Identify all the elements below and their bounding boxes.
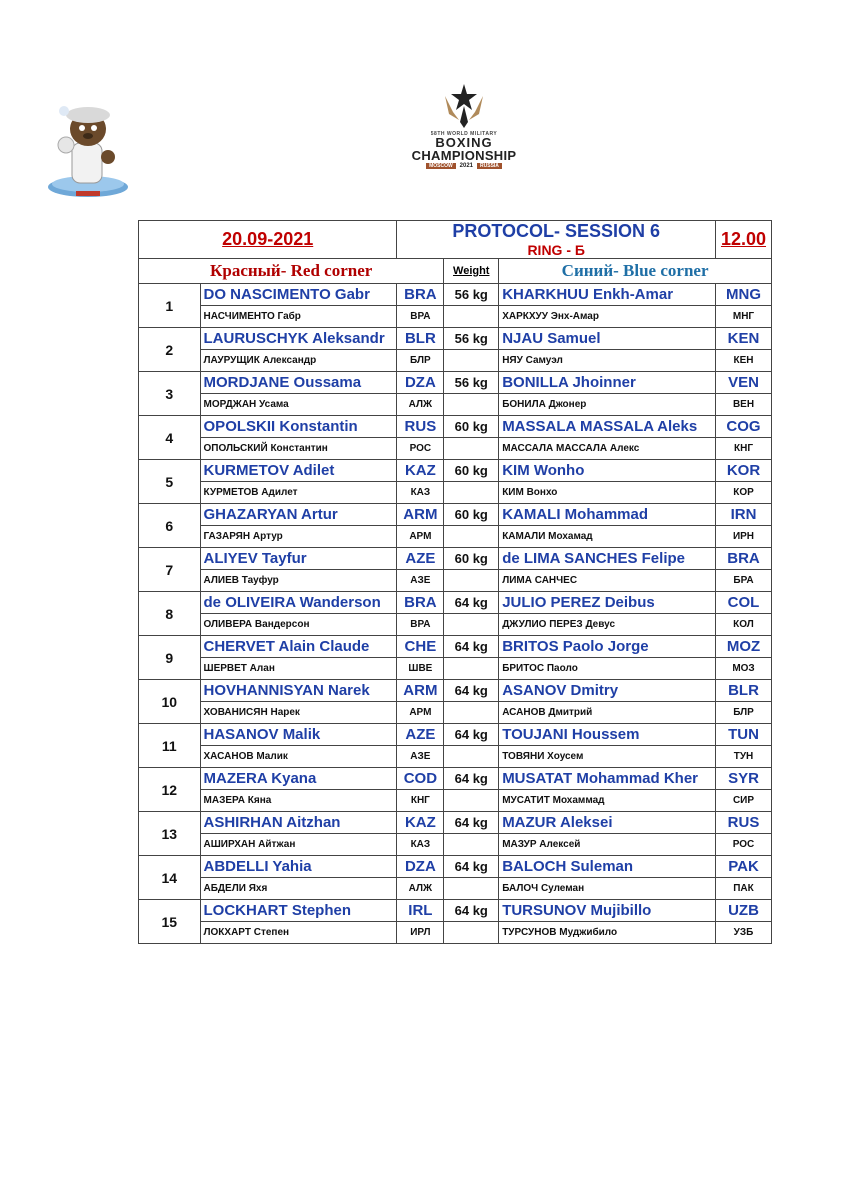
bout-number: 2 bbox=[139, 328, 201, 372]
bout-row bbox=[139, 548, 772, 570]
blue-country-code-ru: ПАК bbox=[716, 878, 772, 900]
blue-country-code: RUS bbox=[716, 812, 772, 834]
bout-number: 3 bbox=[139, 372, 201, 416]
blue-country-code: KOR bbox=[716, 460, 772, 482]
blue-boxer-name: KHARKHUU Enkh-Amar bbox=[499, 284, 716, 306]
bout-number: 4 bbox=[139, 416, 201, 460]
bout-row bbox=[139, 856, 772, 878]
weight-class: 60 kg bbox=[444, 504, 499, 526]
blue-boxer-name: NJAU Samuel bbox=[499, 328, 716, 350]
red-boxer-name: GHAZARYAN Artur bbox=[200, 504, 397, 526]
red-country-code: KAZ bbox=[397, 460, 444, 482]
bout-number: 11 bbox=[139, 724, 201, 768]
blue-country-code: MNG bbox=[716, 284, 772, 306]
bout-row bbox=[139, 372, 772, 394]
bout-number: 15 bbox=[139, 900, 201, 944]
blue-country-code: COL bbox=[716, 592, 772, 614]
blue-boxer-name-ru: МАССАЛА МАССАЛА Алекс bbox=[499, 438, 716, 460]
blue-boxer-name-ru: БАЛОЧ Сулеман bbox=[499, 878, 716, 900]
logo-year: 2021 bbox=[459, 163, 474, 169]
weight-blank bbox=[444, 526, 499, 548]
blue-boxer-name: BALOCH Suleman bbox=[499, 856, 716, 878]
bout-row-russian bbox=[139, 790, 772, 812]
weight-class: 64 kg bbox=[444, 900, 499, 922]
red-boxer-name: HASANOV Malik bbox=[200, 724, 397, 746]
bout-row-russian bbox=[139, 350, 772, 372]
logo-city: MOSCOW bbox=[426, 163, 456, 169]
blue-boxer-name-ru: КИМ Вонхо bbox=[499, 482, 716, 504]
weight-class: 60 kg bbox=[444, 548, 499, 570]
red-country-code-ru: ВРА bbox=[397, 306, 444, 328]
red-boxer-name-ru: АБДЕЛИ Яхя bbox=[200, 878, 397, 900]
red-boxer-name: OPOLSKII Konstantin bbox=[200, 416, 397, 438]
red-country-code-ru: КНГ bbox=[397, 790, 444, 812]
red-boxer-name-ru: ЛАУРУЩИК Александр bbox=[200, 350, 397, 372]
blue-country-code-ru: СИР bbox=[716, 790, 772, 812]
red-boxer-name: ASHIRHAN Aitzhan bbox=[200, 812, 397, 834]
red-boxer-name: MAZERA Kyana bbox=[200, 768, 397, 790]
blue-boxer-name: ASANOV Dmitry bbox=[499, 680, 716, 702]
red-boxer-name-ru: НАСЧИМЕНТО Габр bbox=[200, 306, 397, 328]
red-boxer-name-ru: ОЛИВЕРА Вандерсон bbox=[200, 614, 397, 636]
blue-country-code-ru: ВЕН bbox=[716, 394, 772, 416]
protocol-table bbox=[138, 220, 772, 944]
bout-row bbox=[139, 812, 772, 834]
weight-blank bbox=[444, 746, 499, 768]
bout-row-russian bbox=[139, 306, 772, 328]
bout-row bbox=[139, 460, 772, 482]
star-emblem-icon bbox=[439, 82, 489, 130]
blue-country-code: COG bbox=[716, 416, 772, 438]
blue-corner-header: Синий- Blue corner bbox=[499, 259, 772, 284]
red-country-code-ru: ИРЛ bbox=[397, 922, 444, 944]
weight-blank bbox=[444, 482, 499, 504]
session-date: 20.09-2021 bbox=[139, 221, 397, 259]
red-boxer-name: ALIYEV Tayfur bbox=[200, 548, 397, 570]
red-country-code: BRA bbox=[397, 592, 444, 614]
blue-boxer-name: KIM Wonho bbox=[499, 460, 716, 482]
red-country-code: CHE bbox=[397, 636, 444, 658]
red-boxer-name: MORDJANE Oussama bbox=[200, 372, 397, 394]
blue-country-code: BLR bbox=[716, 680, 772, 702]
championship-logo bbox=[390, 82, 538, 182]
red-country-code-ru: АЛЖ bbox=[397, 394, 444, 416]
blue-country-code: PAK bbox=[716, 856, 772, 878]
blue-boxer-name: JULIO PEREZ Deibus bbox=[499, 592, 716, 614]
bout-row-russian bbox=[139, 614, 772, 636]
blue-boxer-name: TOUJANI Houssem bbox=[499, 724, 716, 746]
red-country-code: AZE bbox=[397, 548, 444, 570]
red-boxer-name-ru: ОПОЛЬСКИЙ Константин bbox=[200, 438, 397, 460]
blue-country-code-ru: МОЗ bbox=[716, 658, 772, 680]
weight-blank bbox=[444, 570, 499, 592]
red-country-code: DZA bbox=[397, 372, 444, 394]
blue-country-code-ru: ТУН bbox=[716, 746, 772, 768]
weight-blank bbox=[444, 702, 499, 724]
bout-row bbox=[139, 328, 772, 350]
weight-blank bbox=[444, 438, 499, 460]
blue-country-code: KEN bbox=[716, 328, 772, 350]
bout-number: 7 bbox=[139, 548, 201, 592]
bout-number: 8 bbox=[139, 592, 201, 636]
blue-country-code: SYR bbox=[716, 768, 772, 790]
bout-number: 5 bbox=[139, 460, 201, 504]
red-country-code: IRL bbox=[397, 900, 444, 922]
weight-class: 56 kg bbox=[444, 284, 499, 306]
red-country-code: ARM bbox=[397, 504, 444, 526]
blue-boxer-name-ru: БРИТОС Паоло bbox=[499, 658, 716, 680]
blue-boxer-name: de LIMA SANCHES Felipe bbox=[499, 548, 716, 570]
red-country-code: RUS bbox=[397, 416, 444, 438]
red-boxer-name: de OLIVEIRA Wanderson bbox=[200, 592, 397, 614]
bout-number: 6 bbox=[139, 504, 201, 548]
bout-row bbox=[139, 284, 772, 306]
red-country-code: BLR bbox=[397, 328, 444, 350]
weight-blank bbox=[444, 878, 499, 900]
bout-row bbox=[139, 768, 772, 790]
bout-row-russian bbox=[139, 438, 772, 460]
weight-blank bbox=[444, 350, 499, 372]
blue-boxer-name-ru: ХАРКХУУ Энх-Амар bbox=[499, 306, 716, 328]
blue-boxer-name-ru: АСАНОВ Дмитрий bbox=[499, 702, 716, 724]
blue-country-code: TUN bbox=[716, 724, 772, 746]
red-corner-header: Красный- Red corner bbox=[139, 259, 444, 284]
red-country-code-ru: КАЗ bbox=[397, 834, 444, 856]
weight-class: 64 kg bbox=[444, 680, 499, 702]
red-boxer-name: HOVHANNISYAN Narek bbox=[200, 680, 397, 702]
weight-class: 60 kg bbox=[444, 460, 499, 482]
red-country-code: AZE bbox=[397, 724, 444, 746]
bout-row bbox=[139, 592, 772, 614]
weight-header: Weight bbox=[444, 259, 499, 284]
header-row bbox=[139, 221, 772, 259]
red-boxer-name-ru: ЛОКХАРТ Степен bbox=[200, 922, 397, 944]
red-country-code-ru: АЗЕ bbox=[397, 746, 444, 768]
bout-row-russian bbox=[139, 922, 772, 944]
bout-row bbox=[139, 724, 772, 746]
weight-blank bbox=[444, 922, 499, 944]
red-boxer-name: KURMETOV Adilet bbox=[200, 460, 397, 482]
blue-boxer-name-ru: ЛИМА САНЧЕС bbox=[499, 570, 716, 592]
bout-row bbox=[139, 680, 772, 702]
logo-country: RUSSIA bbox=[477, 163, 502, 169]
blue-boxer-name-ru: МУСАТИТ Мохаммад bbox=[499, 790, 716, 812]
bout-number: 14 bbox=[139, 856, 201, 900]
logo-line-1: 58TH WORLD MILITARY bbox=[430, 131, 498, 137]
red-country-code: KAZ bbox=[397, 812, 444, 834]
corner-header-row bbox=[139, 259, 772, 284]
blue-boxer-name-ru: МАЗУР Алексей bbox=[499, 834, 716, 856]
blue-boxer-name: MASSALA MASSALA Aleks bbox=[499, 416, 716, 438]
red-boxer-name-ru: ХОВАНИСЯН Нарек bbox=[200, 702, 397, 724]
blue-country-code-ru: БЛР bbox=[716, 702, 772, 724]
logo-line-3: CHAMPIONSHIP bbox=[411, 148, 517, 163]
weight-class: 56 kg bbox=[444, 328, 499, 350]
red-boxer-name-ru: АЛИЕВ Тауфур bbox=[200, 570, 397, 592]
red-boxer-name: DO NASCIMENTO Gabr bbox=[200, 284, 397, 306]
bout-row bbox=[139, 416, 772, 438]
red-country-code-ru: ВРА bbox=[397, 614, 444, 636]
red-boxer-name-ru: ХАСАНОВ Малик bbox=[200, 746, 397, 768]
blue-country-code-ru: УЗБ bbox=[716, 922, 772, 944]
logo-line-2: BOXING bbox=[435, 135, 493, 150]
bout-row-russian bbox=[139, 394, 772, 416]
blue-boxer-name: KAMALI Mohammad bbox=[499, 504, 716, 526]
bout-number: 9 bbox=[139, 636, 201, 680]
session-title-cell bbox=[397, 221, 716, 259]
blue-boxer-name-ru: ТОВЯНИ Хоусем bbox=[499, 746, 716, 768]
weight-class: 64 kg bbox=[444, 592, 499, 614]
red-country-code: DZA bbox=[397, 856, 444, 878]
blue-country-code-ru: КОР bbox=[716, 482, 772, 504]
red-boxer-name-ru: МАЗЕРА Кяна bbox=[200, 790, 397, 812]
weight-blank bbox=[444, 790, 499, 812]
red-country-code: ARM bbox=[397, 680, 444, 702]
weight-class: 64 kg bbox=[444, 724, 499, 746]
red-country-code-ru: ШВЕ bbox=[397, 658, 444, 680]
blue-country-code-ru: КЕН bbox=[716, 350, 772, 372]
red-country-code-ru: АЗЕ bbox=[397, 570, 444, 592]
weight-class: 64 kg bbox=[444, 856, 499, 878]
bout-row-russian bbox=[139, 658, 772, 680]
blue-country-code: MOZ bbox=[716, 636, 772, 658]
bout-row bbox=[139, 504, 772, 526]
weight-class: 64 kg bbox=[444, 636, 499, 658]
blue-boxer-name-ru: ДЖУЛИО ПЕРЕЗ Девус bbox=[499, 614, 716, 636]
red-country-code-ru: АРМ bbox=[397, 702, 444, 724]
blue-country-code-ru: БРА bbox=[716, 570, 772, 592]
blue-country-code-ru: РОС bbox=[716, 834, 772, 856]
blue-country-code-ru: КОЛ bbox=[716, 614, 772, 636]
red-boxer-name: CHERVET Alain Claude bbox=[200, 636, 397, 658]
red-country-code-ru: АРМ bbox=[397, 526, 444, 548]
blue-country-code-ru: МНГ bbox=[716, 306, 772, 328]
red-boxer-name-ru: ГАЗАРЯН Артур bbox=[200, 526, 397, 548]
blue-boxer-name-ru: БОНИЛА Джонер bbox=[499, 394, 716, 416]
red-boxer-name-ru: АШИРХАН Айтжан bbox=[200, 834, 397, 856]
blue-boxer-name: BONILLA Jhoinner bbox=[499, 372, 716, 394]
blue-country-code: VEN bbox=[716, 372, 772, 394]
bout-row-russian bbox=[139, 526, 772, 548]
blue-country-code: BRA bbox=[716, 548, 772, 570]
bout-number: 1 bbox=[139, 284, 201, 328]
red-boxer-name: LAURUSCHYK Aleksandr bbox=[200, 328, 397, 350]
session-title: PROTOCOL- SESSION 6 bbox=[452, 221, 661, 241]
weight-class: 60 kg bbox=[444, 416, 499, 438]
red-country-code: COD bbox=[397, 768, 444, 790]
red-boxer-name-ru: ШЕРВЕТ Алан bbox=[200, 658, 397, 680]
blue-country-code: IRN bbox=[716, 504, 772, 526]
blue-country-code-ru: КНГ bbox=[716, 438, 772, 460]
weight-class: 64 kg bbox=[444, 768, 499, 790]
session-time: 12.00 bbox=[716, 221, 772, 259]
bout-row-russian bbox=[139, 482, 772, 504]
red-country-code-ru: РОС bbox=[397, 438, 444, 460]
weight-blank bbox=[444, 834, 499, 856]
blue-country-code: UZB bbox=[716, 900, 772, 922]
weight-blank bbox=[444, 614, 499, 636]
blue-boxer-name: MUSATAT Mohammad Kher bbox=[499, 768, 716, 790]
weight-blank bbox=[444, 658, 499, 680]
bout-row bbox=[139, 636, 772, 658]
red-boxer-name: LOCKHART Stephen bbox=[200, 900, 397, 922]
blue-boxer-name: MAZUR Aleksei bbox=[499, 812, 716, 834]
red-country-code-ru: БЛР bbox=[397, 350, 444, 372]
bout-row bbox=[139, 900, 772, 922]
blue-boxer-name: TURSUNOV Mujibillo bbox=[499, 900, 716, 922]
red-boxer-name-ru: КУРМЕТОВ Адилет bbox=[200, 482, 397, 504]
bout-row-russian bbox=[139, 746, 772, 768]
red-country-code-ru: АЛЖ bbox=[397, 878, 444, 900]
bout-number: 13 bbox=[139, 812, 201, 856]
logo-bar bbox=[390, 163, 538, 169]
blue-boxer-name: BRITOS Paolo Jorge bbox=[499, 636, 716, 658]
blue-boxer-name-ru: КАМАЛИ Мохамад bbox=[499, 526, 716, 548]
red-boxer-name: ABDELLI Yahia bbox=[200, 856, 397, 878]
bout-row-russian bbox=[139, 702, 772, 724]
bout-row-russian bbox=[139, 570, 772, 592]
bout-row-russian bbox=[139, 834, 772, 856]
weight-blank bbox=[444, 306, 499, 328]
mascot-image bbox=[42, 95, 134, 201]
weight-class: 64 kg bbox=[444, 812, 499, 834]
ring-label: RING - Б bbox=[527, 242, 585, 258]
red-boxer-name-ru: МОРДЖАН Усама bbox=[200, 394, 397, 416]
bout-number: 10 bbox=[139, 680, 201, 724]
blue-country-code-ru: ИРН bbox=[716, 526, 772, 548]
blue-boxer-name-ru: ТУРСУНОВ Муджибило bbox=[499, 922, 716, 944]
bout-row-russian bbox=[139, 878, 772, 900]
bout-number: 12 bbox=[139, 768, 201, 812]
blue-boxer-name-ru: НЯУ Самуэл bbox=[499, 350, 716, 372]
red-country-code: BRA bbox=[397, 284, 444, 306]
weight-class: 56 kg bbox=[444, 372, 499, 394]
weight-blank bbox=[444, 394, 499, 416]
red-country-code-ru: КАЗ bbox=[397, 482, 444, 504]
